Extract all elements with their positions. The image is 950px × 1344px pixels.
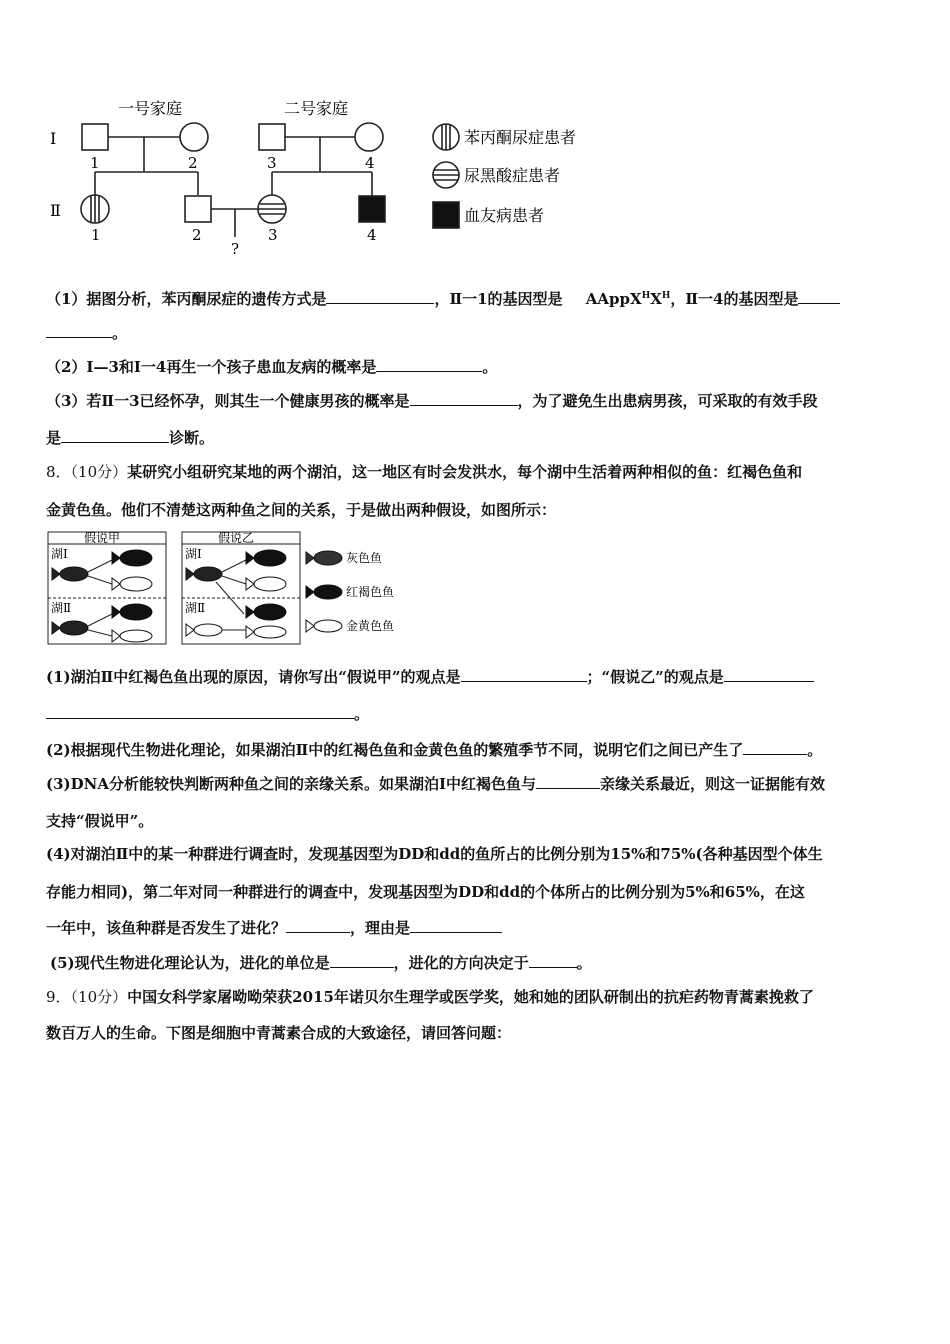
- answer-blank: [461, 667, 587, 682]
- q8-sub4: (4)对湖泊Ⅱ中的某一种群进行调查时，发现基因型为DD和dd的鱼所占的比例分别为15%和75%(各种基因型个体生: [46, 845, 823, 863]
- legend-hemophilia: 血友病患者: [464, 206, 545, 225]
- q9-stem-line2: 数百万人的生命。下图是细胞中青蒿素合成的大致途径，请回答问题：: [46, 1024, 512, 1042]
- q7-part3: （3）若Ⅱ一3已经怀孕，则其生一个健康男孩的概率是 ，为了避免生出患病男孩，可采取的有效手段: [46, 392, 818, 410]
- legend-redbrown-fish: 红褐色鱼: [346, 585, 395, 599]
- q8-sub4-line3: 一年中，该鱼种群是否发生了进化？ ，理由是: [46, 917, 910, 939]
- q9-number: 9．（10分）: [46, 988, 128, 1006]
- hyp-b-lake2: 湖Ⅱ: [185, 601, 206, 615]
- answer-blank: [376, 357, 482, 372]
- pedigree-ii2-number: 2: [192, 226, 202, 244]
- q8-stem-line2: 金黄色鱼。他们不清楚这两种鱼之间的关系，于是做出两种假设，如图所示：: [46, 501, 557, 519]
- pedigree-family1-label: 一号家庭: [118, 99, 183, 118]
- q9-stem-line1: 9．（10分）中国女科学家屠呦呦荣获2015年诺贝尔生理学或医学奖，她和她的团队研制出的抗疟药物青蒿素挽救了: [46, 988, 814, 1006]
- answer-blank: [46, 704, 354, 719]
- pedigree-ii1-number: 1: [91, 226, 101, 244]
- answer-blank: [724, 667, 814, 682]
- answer-blank: [798, 289, 840, 304]
- legend-alkaptonuria: 尿黑酸症患者: [464, 166, 561, 185]
- hyp-b-title: 假说乙: [218, 531, 255, 545]
- answer-blank: [410, 918, 502, 933]
- pedigree-family2-label: 二号家庭: [284, 99, 349, 118]
- answer-blank: [286, 918, 350, 933]
- q7-part3-cont: 是 诊断。: [46, 429, 215, 447]
- hyp-a-title: 假说甲: [84, 531, 121, 545]
- legend-golden-fish: 金黄色鱼: [346, 619, 395, 633]
- q8-sub1: (1)湖泊Ⅱ中红褐色鱼出现的原因，请你写出“假说甲”的观点是 ；“假说乙”的观点是: [46, 666, 910, 688]
- pedigree-i4-number: 4: [365, 154, 375, 172]
- answer-blank: [330, 953, 394, 968]
- q8-stem-line1: 8．（10分）某研究小组研究某地的两个湖泊，这一地区有时会发洪水，每个湖中生活着两种相似的鱼：红褐色鱼和: [46, 463, 803, 481]
- q8-sub3-cont: 支持“假说甲”。: [46, 812, 154, 830]
- q8-sub5: (5)现代生物进化理论认为，进化的单位是 ，进化的方向决定于 。: [50, 954, 592, 972]
- q7-part1: （1）据图分析，苯丙酮尿症的遗传方式是 ，Ⅱ一1的基因型是 $AAppX^HX^H$，Ⅱ一4的基因型是: [46, 285, 910, 310]
- q8-sub3: (3)DNA分析能较快判断两种鱼之间的亲缘关系。如果湖泊Ⅰ中红褐色鱼与 亲缘关系最近，则这一证据能有效: [46, 775, 826, 793]
- legend-phenylketonuria: 苯丙酮尿症患者: [464, 128, 577, 147]
- answer-blank: [536, 774, 600, 789]
- hyp-a-lake2: 湖Ⅱ: [51, 601, 72, 615]
- hypothesis-diagram: [46, 528, 416, 648]
- pedigree-unknown-child: ?: [231, 240, 240, 258]
- q8-sub4-line2: 存能力相同)，第二年对同一种群进行的调查中，发现基因型为DD和dd的个体所占的比例分别为5%和65%，在这: [46, 883, 805, 901]
- pedigree-ii4-number: 4: [367, 226, 377, 244]
- answer-blank: [410, 391, 518, 406]
- answer-blank: [61, 428, 169, 443]
- pedigree-gen2-label: Ⅱ: [50, 201, 61, 220]
- answer-blank: [743, 740, 807, 755]
- q8-sub1-cont: 。: [46, 703, 910, 725]
- pedigree-i1-number: 1: [90, 154, 100, 172]
- legend-gray-fish: 灰色鱼: [346, 551, 383, 565]
- hyp-a-lake1: 湖Ⅰ: [51, 547, 68, 561]
- answer-blank: [529, 953, 577, 968]
- answer-blank: [326, 289, 434, 304]
- answer-blank: [46, 323, 112, 338]
- fish-shapes: [52, 550, 342, 642]
- pedigree-ii3-number: 3: [268, 226, 278, 244]
- pedigree-i3-number: 3: [267, 154, 277, 172]
- hyp-b-lake1: 湖Ⅰ: [185, 547, 202, 561]
- q7-part1-cont: 。: [46, 322, 910, 344]
- q8-sub2: (2)根据现代生物进化理论，如果湖泊Ⅱ中的红褐色鱼和金黄色鱼的繁殖季节不同，说明它们之间已产生了 。: [46, 741, 823, 759]
- pedigree-i2-number: 2: [188, 154, 198, 172]
- pedigree-gen1-label: Ⅰ: [50, 129, 57, 148]
- q7-part2: （2）Ⅰ—3和Ⅰ一4再生一个孩子患血友病的概率是 。: [46, 358, 498, 376]
- pedigree-chart: [40, 92, 610, 260]
- ii1-genotype: $AAppX^HX^H$: [585, 290, 671, 308]
- q8-number: 8．（10分）: [46, 463, 128, 481]
